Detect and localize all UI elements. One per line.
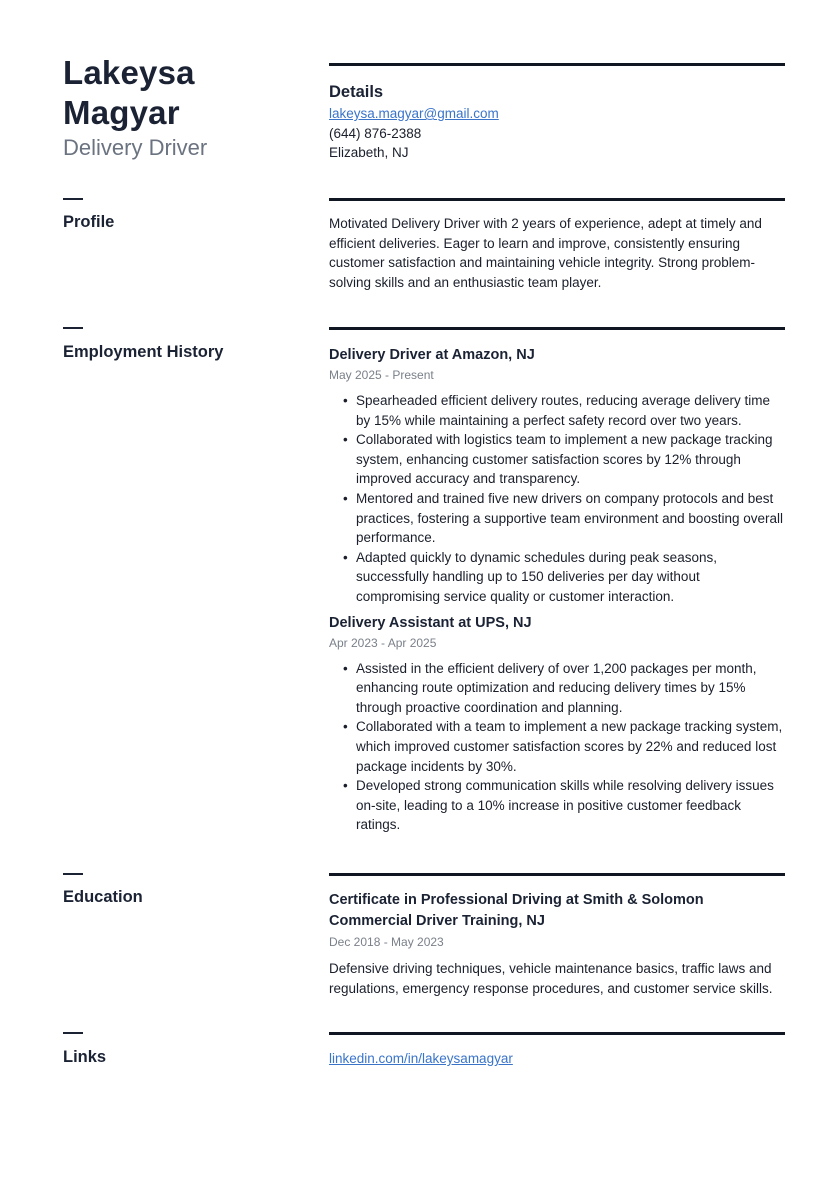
job-dates: May 2025 - Present xyxy=(329,368,434,382)
education-dash xyxy=(63,873,83,875)
details-heading: Details xyxy=(329,83,384,101)
job-bullet: • Mentored and trained five new drivers on company protocols and best practices, fostering a supportive team environment and boosting overall performance. xyxy=(356,489,785,548)
job-bullets xyxy=(329,391,785,607)
email-link[interactable]: lakeysa.magyar@gmail.com xyxy=(329,106,499,121)
education-heading: Education xyxy=(63,888,143,906)
details-block xyxy=(329,104,785,163)
job-bullet: • Assisted in the efficient delivery of over 1,200 packages per month, enhancing route optimization and reducing delivery times by 15% through proactive coordination and planning. xyxy=(356,659,785,718)
degree-title: Certificate in Professional Driving at Smith & Solomon Commercial Driver Training, NJ xyxy=(329,892,704,929)
phone-number: (644) 876-2388 xyxy=(329,125,422,141)
job-bullet: • Adapted quickly to dynamic schedules during peak seasons, successfully handling up to 150 deliveries per day without compromising service quality or customer interaction. xyxy=(356,548,785,607)
education-divider xyxy=(329,873,785,876)
job-entry-ups xyxy=(329,613,785,835)
employment-heading: Employment History xyxy=(63,343,224,361)
links-dash xyxy=(63,1032,83,1034)
job-title: Delivery Assistant at UPS, NJ xyxy=(329,614,532,631)
employment-list xyxy=(329,345,785,835)
profile-heading: Profile xyxy=(63,213,115,231)
employment-dash xyxy=(63,327,83,329)
profile-summary: Motivated Delivery Driver with 2 years of experience, adept at timely and efficient deliveries. Eager to learn and improve, consistently ensuring customer satisfaction and maintaining vehicle integrity. Strong problem-solving skills and an enthusiastic team player. xyxy=(329,216,762,290)
details-divider xyxy=(329,63,785,66)
job-bullets xyxy=(329,659,785,835)
location: Elizabeth, NJ xyxy=(329,145,409,160)
job-entry-amazon xyxy=(329,345,785,607)
profile-dash xyxy=(63,198,83,200)
first-name: Lakeysa xyxy=(63,54,195,91)
education-entry xyxy=(329,890,785,998)
job-bullet: • Collaborated with a team to implement a new package tracking system, which improved customer satisfaction scores by 22% and reduced lost package incidents by 30%. xyxy=(356,717,785,776)
linkedin-link[interactable]: linkedin.com/in/lakeysamagyar xyxy=(329,1051,513,1066)
candidate-job-title: Delivery Driver xyxy=(63,135,208,160)
job-title: Delivery Driver at Amazon, NJ xyxy=(329,347,535,363)
links-block xyxy=(329,1049,785,1069)
links-divider xyxy=(329,1032,785,1035)
job-bullet: • Developed strong communication skills while resolving delivery issues on-site, leading to a 10% increase in positive customer feedback ratings. xyxy=(356,776,785,835)
education-dates: Dec 2018 - May 2023 xyxy=(329,935,444,949)
candidate-name xyxy=(63,53,293,133)
employment-divider xyxy=(329,327,785,330)
job-bullet: • Collaborated with logistics team to implement a new package tracking system, enhancing customer satisfaction scores by 12% through improved accuracy and transparency. xyxy=(356,430,785,489)
job-dates: Apr 2023 - Apr 2025 xyxy=(329,635,437,650)
links-heading: Links xyxy=(63,1048,107,1066)
job-bullet: • Spearheaded efficient delivery routes, reducing average delivery time by 15% while maintaining a perfect safety record over two years. xyxy=(356,391,785,430)
profile-divider xyxy=(329,198,785,201)
last-name: Magyar xyxy=(63,94,180,131)
education-description: Defensive driving techniques, vehicle maintenance basics, traffic laws and regulations, emergency response procedures, and customer service skills. xyxy=(329,961,773,996)
